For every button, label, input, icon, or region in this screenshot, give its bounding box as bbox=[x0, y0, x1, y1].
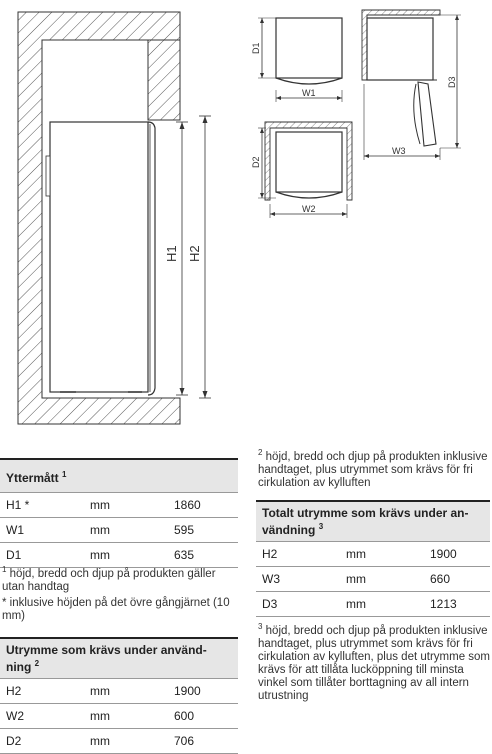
table-row: H2 mm 1900 bbox=[0, 679, 238, 704]
footnote-1: $^1$ höjd, bredd och djup på produkten gäller utan handtag bbox=[2, 565, 216, 593]
w1-label: W1 bbox=[302, 88, 316, 98]
table-row: H1 * mm 1860 bbox=[0, 493, 238, 518]
w3-label: W3 bbox=[392, 146, 406, 156]
total-space-table bbox=[256, 500, 490, 617]
table-row: D3 mm 1213 bbox=[256, 592, 490, 617]
table-title: Utrymme som krävs under använd- ning $^2$ bbox=[0, 638, 238, 679]
table-title: Yttermått $^1$ bbox=[0, 459, 238, 493]
outer-dimensions-table bbox=[0, 458, 238, 568]
footnote-2: $^2$ höjd, bredd och djup på produkten inklusive handtaget, plus utrymmet som krävs för fri cirkulation av kylluften bbox=[258, 448, 488, 489]
top-view-outer-dimensions bbox=[258, 18, 342, 102]
table-title: Totalt utrymme som krävs under an- vändning $^3$ bbox=[256, 501, 490, 542]
d1-label: D1 bbox=[251, 42, 261, 54]
footnote-star: * inklusive höjden på det övre gångjärnet (10 mm) bbox=[2, 597, 230, 622]
w2-label: W2 bbox=[302, 204, 316, 214]
d2-label: D2 bbox=[251, 156, 261, 168]
table-row: W1 mm 595 bbox=[0, 518, 238, 543]
table-row: H2 mm 1900 bbox=[256, 542, 490, 567]
h1-label: H1 bbox=[164, 245, 179, 262]
h2-label: H2 bbox=[187, 245, 202, 262]
table-row: D2 mm 706 bbox=[0, 729, 238, 754]
fridge-side-view bbox=[46, 122, 155, 395]
d3-label: D3 bbox=[447, 76, 457, 88]
footnote-3: $^3$ höjd, bredd och djup på produkten inklusive handtaget, plus utrymmet som krävs för fri cirkulation av kylluften, plus det utrymme som krävs för att tillåta lucköppning till minsta vinkel som tillåter borttagning av all intern utrustning bbox=[258, 622, 491, 702]
table-row: D1 mm 635 bbox=[0, 543, 238, 568]
usage-space-table bbox=[0, 637, 238, 754]
table-row: W2 mm 600 bbox=[0, 704, 238, 729]
table-row: W3 mm 660 bbox=[256, 567, 490, 592]
